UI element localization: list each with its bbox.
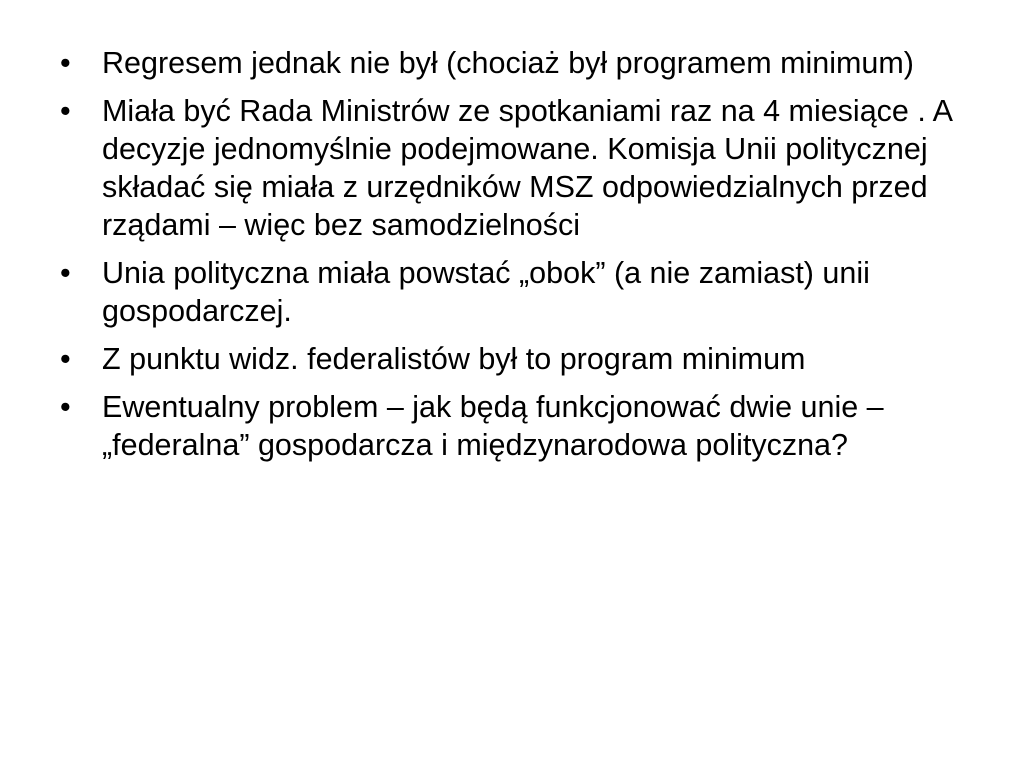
bullet-marker: • <box>60 390 71 424</box>
bullet-item <box>60 340 996 378</box>
bullet-text: Regresem jednak nie był (chociaż był programem minimum) <box>102 46 914 80</box>
bullet-item <box>60 92 996 244</box>
bullet-text: Miała być Rada Ministrów ze spotkaniami raz na 4 miesiące . A decyzje jednomyślnie podejmowane. Komisja Unii politycznej składać się miała z urzędników MSZ odpowiedzialnych przed rządami – więc bez samodzielności <box>102 94 952 242</box>
bullet-item <box>60 388 996 464</box>
bullet-text: Ewentualny problem – jak będą funkcjonować dwie unie – „federalna” gospodarcza i międzynarodowa polityczna? <box>102 390 884 462</box>
bullet-text: Z punktu widz. federalistów był to program minimum <box>102 342 806 376</box>
bullet-marker: • <box>60 46 71 80</box>
bullet-marker: • <box>60 94 71 128</box>
bullet-marker: • <box>60 256 71 290</box>
bullet-item <box>60 254 996 330</box>
bullet-list <box>60 44 996 464</box>
bullet-marker: • <box>60 342 71 376</box>
bullet-item <box>60 44 996 82</box>
bullet-text: Unia polityczna miała powstać „obok” (a nie zamiast) unii gospodarczej. <box>102 256 870 328</box>
